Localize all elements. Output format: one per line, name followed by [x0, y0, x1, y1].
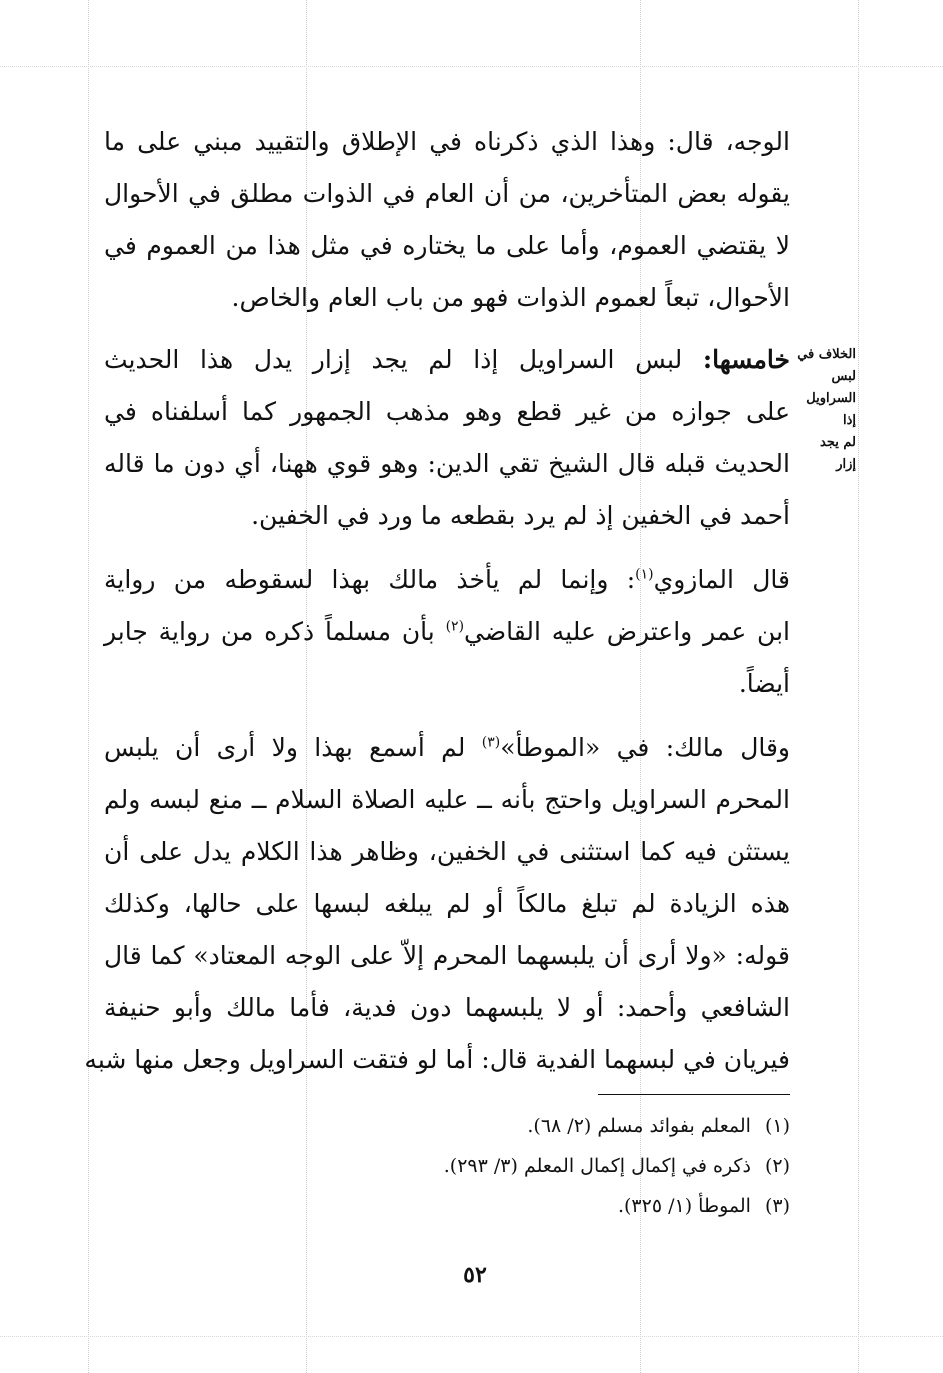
- text-segment: لم أسمع بهذا ولا أرى أن يلبس: [104, 733, 482, 762]
- text-line: الشافعي وأحمد: أو لا يلبسهما دون فدية، فأما مالك وأبو حنيفة: [104, 993, 790, 1022]
- footnote: [300, 1146, 790, 1186]
- footnote-number: (٣): [764, 1195, 790, 1217]
- text-line: [104, 606, 790, 658]
- paragraph-1: [104, 116, 790, 324]
- footnote-ref: (٢): [445, 618, 465, 635]
- footnote-separator: [598, 1094, 790, 1095]
- text-line: على جوازه من غير قطع وهو مذهب الجمهور كما أسلفناه في: [104, 397, 790, 426]
- text-line: [104, 334, 790, 386]
- text-line: يستثن فيه كما استثنى في الخفين، وظاهر هذا الكلام يدل على أن: [104, 837, 790, 866]
- text-line: الحديث قبله قال الشيخ تقي الدين: وهو قوي ههنا، أي دون ما قاله: [104, 449, 790, 478]
- footnotes: [300, 1106, 790, 1226]
- footnote-text: المعلم بفوائد مسلم (٢/ ٦٨).: [527, 1115, 751, 1137]
- text-line: يقوله بعض المتأخرين، من أن العام في الذوات مطلق في الأحوال: [104, 179, 790, 208]
- text-line: هذه الزيادة لم تبلغ مالكاً أو لم يبلغه لبسها على حالها، وكذلك: [104, 889, 790, 918]
- footnote-ref: (٣): [481, 734, 501, 751]
- dotted-guide-line: [88, 0, 89, 1373]
- page-number: ٥٢: [463, 1262, 487, 1288]
- footnote-text: ذكره في إكمال إكمال المعلم (٣/ ٢٩٣).: [443, 1155, 751, 1177]
- footnote: [300, 1186, 790, 1226]
- paragraph-3: [104, 554, 790, 710]
- text-line: فيريان في لبسهما الفدية قال: أما لو فتقت السراويل وجعل منها شبه: [84, 1045, 790, 1074]
- text-segment: : وإنما لم يأخذ مالك بهذا لسقوطه من رواية: [104, 565, 636, 594]
- text-line: الوجه، قال: وهذا الذي ذكرناه في الإطلاق والتقييد مبني على ما: [104, 127, 790, 156]
- footnote-number: (٢): [764, 1155, 790, 1177]
- margin-note-line: لم يجد إزار: [820, 435, 856, 472]
- text-segment: بأن مسلماً ذكره من رواية جابر: [104, 617, 446, 646]
- margin-note-line: الخلاف في لبس: [797, 347, 856, 384]
- text-line: لا يقتضي العموم، وأما على ما يختاره في مثل هذا من العموم في: [104, 231, 790, 260]
- text-line: [104, 554, 790, 606]
- text-line: أيضاً.: [738, 669, 790, 698]
- dotted-guide-line: [0, 1336, 943, 1337]
- footnote: [300, 1106, 790, 1146]
- text-line: المحرم السراويل واحتج بأنه ــ عليه الصلاة السلام ــ منع لبسه ولم: [104, 785, 790, 814]
- margin-note: [796, 344, 856, 476]
- footnote-ref: (١): [635, 566, 654, 583]
- text-segment: وقال مالك: في «الموطأ»: [500, 733, 790, 762]
- text-line: أحمد في الخفين إذ لم يرد بقطعه ما ورد في الخفين.: [251, 501, 790, 530]
- footnote-number: (١): [764, 1115, 790, 1137]
- margin-note-line: السراويل إذا: [806, 391, 856, 428]
- text-segment: قال المازوي: [653, 565, 790, 594]
- dotted-guide-line: [858, 0, 859, 1373]
- section-lead: خامسها:: [702, 345, 790, 374]
- paragraph-2: [104, 334, 790, 542]
- dotted-guide-line: [0, 66, 943, 67]
- paragraph-4: [84, 722, 790, 1086]
- text-line: الأحوال، تبعاً لعموم الذوات فهو من باب العام والخاص.: [231, 283, 790, 312]
- text-line-rest: لبس السراويل إذا لم يجد إزار يدل هذا الحديث: [104, 345, 683, 374]
- text-line: قوله: «ولا أرى أن يلبسهما المحرم إلاّ على الوجه المعتاد» كما قال: [104, 941, 790, 970]
- text-line: [104, 722, 790, 774]
- footnote-text: الموطأ (١/ ٣٢٥).: [617, 1195, 751, 1217]
- text-segment: ابن عمر واعترض عليه القاضي: [464, 617, 790, 646]
